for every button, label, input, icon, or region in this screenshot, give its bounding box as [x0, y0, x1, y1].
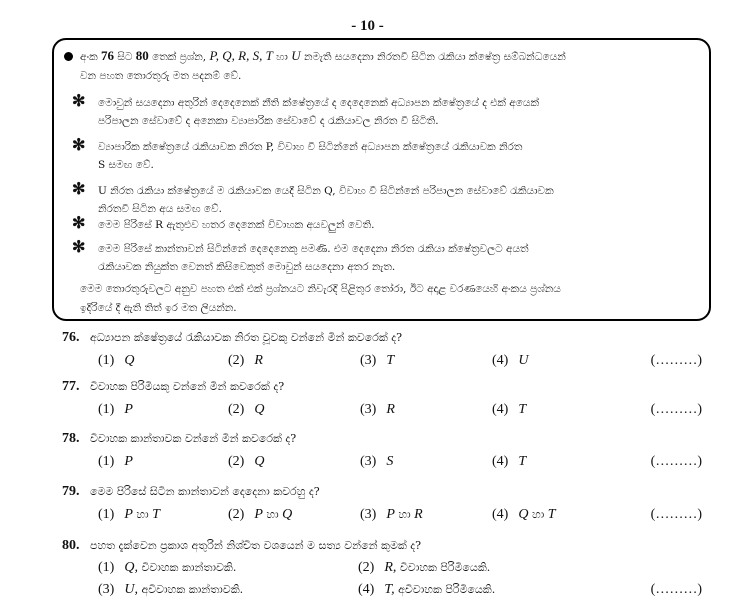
question-text: විවාහක පිරිමියකු වන්නේ මින් කවරෙක් ද? [90, 380, 285, 393]
option-4[interactable]: (4) U [492, 353, 529, 368]
clue-4: ✻ මෙම පිරිසේ R ඇතුළුව හතර දෙනෙක් විවාහක අයවලුන් වෙති. [72, 213, 375, 232]
asterisk-icon: ✻ [72, 237, 86, 256]
question-78 [62, 431, 712, 481]
range-from: 76 [101, 48, 114, 63]
option-4[interactable]: (4) T [492, 402, 527, 417]
answer-blank[interactable]: (………) [650, 454, 702, 469]
option-1[interactable]: (1) Q [98, 353, 135, 368]
option-1[interactable]: (1) P [98, 402, 133, 417]
answer-blank[interactable]: (………) [650, 582, 702, 597]
option-3[interactable]: (3) T [360, 353, 395, 368]
question-number: 79. [62, 484, 80, 499]
question-77 [62, 379, 712, 429]
option-3[interactable]: (3) S [360, 454, 394, 469]
asterisk-icon: ✻ [72, 91, 86, 110]
option-3[interactable]: (3) P හා R [360, 507, 423, 522]
question-text: මෙම පිරිසේ සිටින කාන්තාවන් දෙදෙනා කවරහු ද? [90, 485, 320, 498]
option-3[interactable]: (3) U, අවිවාහක කාන්තාවකි. [98, 582, 244, 597]
question-number: 77. [62, 379, 80, 394]
option-1[interactable]: (1) P [98, 454, 133, 469]
question-number: 78. [62, 431, 80, 446]
instruction-note: මෙම තොරතුරුවලට අනුව පහත එක් එක් ප්‍රශ්නයට නිවැරදි පිළිතුර තෝරා, ඊට අදාළ වරණයෙහි අංකය ප්‍රශ්නය ඉදිරියේ දී ඇති තිත් ඉර මත ලියන්න. [80, 283, 561, 314]
intro-line2: වන පහත තොරතුරු මත පදනම් වේ. [80, 70, 242, 82]
intro-text: අංක 76 සිට 80 තෙක් ප්‍රශ්න, P, Q, R, S, T හා U නමැති සයදෙනා නිරතවී සිටින රැකියා ක්ෂේත්‍ර සම්බන්ධයෙන් වන පහත තොරතුරු මත පදනම් වේ. [80, 46, 690, 86]
question-number: 76. [62, 330, 80, 345]
answer-blank[interactable]: (………) [650, 353, 702, 368]
answer-blank[interactable]: (………) [650, 507, 702, 522]
asterisk-icon: ✻ [72, 213, 86, 232]
question-80 [62, 538, 712, 608]
answer-blank[interactable]: (………) [650, 402, 702, 417]
clue-3: ✻ U නිරත රැකියා ක්ෂේත්‍රයේ ම රැකියාවක යෙදී සිටින Q, විවාහ වී සිටින්නේ පරිපාලන සේවාවේ රැකියාවක නිරතවී සිටින අය සමඟ වේ. [72, 179, 554, 215]
asterisk-icon: ✻ [72, 179, 86, 198]
option-3[interactable]: (3) R [360, 402, 395, 417]
option-4[interactable]: (4) T, අවිවාහක පිරිමියෙකි. [358, 582, 496, 597]
option-2[interactable]: (2) P හා Q [228, 507, 293, 522]
option-2[interactable]: (2) Q [228, 402, 265, 417]
option-4[interactable]: (4) Q හා T [492, 507, 556, 522]
question-text: විවාහක කාන්තාවක වන්නේ මින් කවරෙක් ද? [90, 432, 297, 445]
page-number: - 10 - [351, 18, 384, 34]
clue-2: ✻ ව්‍යාපාරික ක්ෂේත්‍රයේ රැකියාවක නිරත P, විවාහ වී සිටින්නේ අධ්‍යාපන ක්ෂේත්‍රයේ රැකියාවක නිරත S සමඟ වේ. [72, 135, 523, 171]
clue-5: ✻ මෙම පිරිසේ කාන්තාවන් සිටින්නේ දෙදෙනෙකු පමණි. එම දෙදෙනා නිරත රැකියා ක්ෂේත්‍රවලට අයත් රැකියාවක නියුක්ත වෙනත් කිසිවෙකුත් මොවුන් සයදෙනා අතර නැත. [72, 237, 529, 273]
letters: P, Q, R, S, T [209, 48, 273, 63]
question-79 [62, 484, 712, 534]
asterisk-icon: ✻ [72, 135, 86, 154]
option-1[interactable]: (1) P හා T [98, 507, 160, 522]
range-to: 80 [135, 48, 149, 63]
bullet-icon [64, 52, 73, 61]
option-2[interactable]: (2) R [228, 353, 263, 368]
option-4[interactable]: (4) T [492, 454, 527, 469]
option-2[interactable]: (2) R, විවාහක පිරිමියෙකි. [358, 560, 491, 575]
question-text: අධ්‍යාපන ක්ෂේත්‍රයේ රැකියාවක නිරත වූවකු වන්නේ මින් කවරෙක් ද? [90, 331, 403, 344]
clue-1: ✻ මොවුන් සයදෙනා අතුරින් දෙදෙනෙක් නීති ක්ෂේත්‍රයේ ද දෙදෙනෙක් අධ්‍යාපන ක්ෂේත්‍රයේ ද එක් අයෙක් පරිපාලන සේවාවේ ද අනෙකා ව්‍යාපාරික සේවාවේ ද රැකියාවල නිරත වී සිටිති. [72, 91, 539, 127]
question-text: පහත දැක්වෙන ප්‍රකාශ අතුරින් නිශ්චිත වශයෙන් ම සත්‍ය වන්නේ කුමක් ද? [90, 539, 422, 552]
option-1[interactable]: (1) Q, විවාහක කාන්තාවකි. [98, 560, 237, 575]
question-number: 80. [62, 538, 80, 553]
question-76 [62, 330, 712, 380]
option-2[interactable]: (2) Q [228, 454, 265, 469]
